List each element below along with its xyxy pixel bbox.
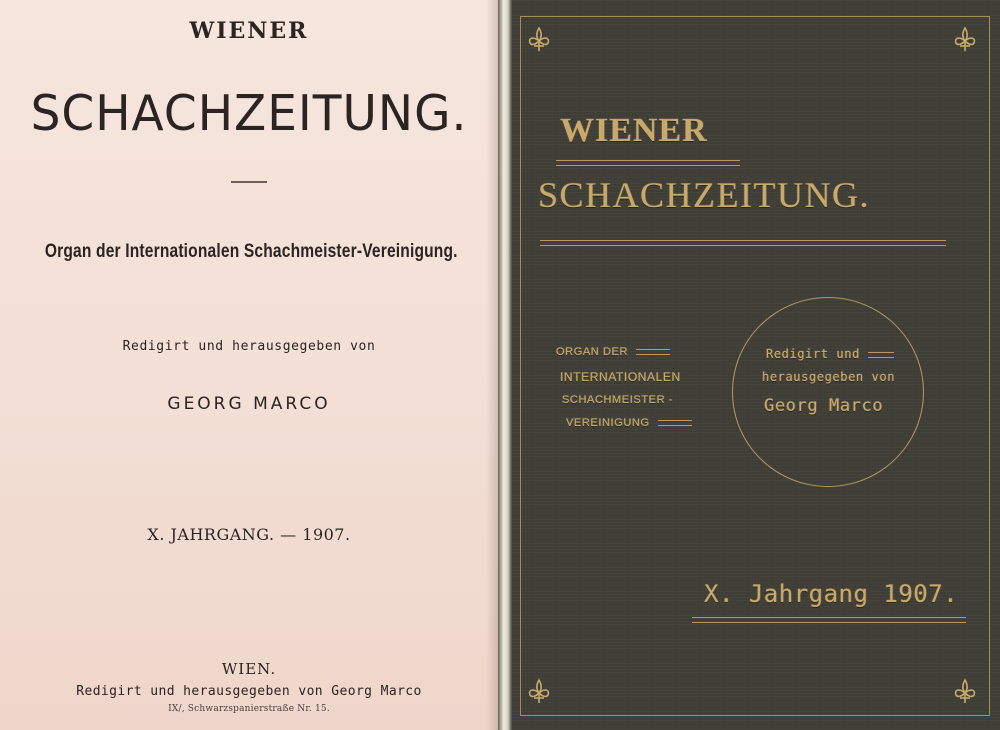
fleur-de-lis-icon <box>522 22 556 56</box>
cover-redigirt-text-2: herausgegeben von <box>762 370 896 384</box>
cover-editor: Georg Marco <box>764 396 884 416</box>
cover-organ-text-3: SCHACHMEISTER - <box>562 394 674 406</box>
cover-organ-line-4 <box>566 417 692 429</box>
cover-organ-text-2: INTERNATIONALEN <box>560 370 681 384</box>
title-page-jahrgang: X. JAHRGANG. — 1907. <box>147 525 351 544</box>
cover-wiener-rule <box>556 160 740 166</box>
cover-circle <box>732 297 924 487</box>
title-page-editor: GEORG MARCO <box>167 394 331 414</box>
title-page-footer: Redigirt und herausgegeben von Georg Marco <box>76 684 422 699</box>
fleur-de-lis-icon <box>948 22 982 56</box>
book-cover <box>512 0 1000 730</box>
cover-redigirt-line <box>766 347 894 361</box>
cover-dash <box>658 420 692 426</box>
cover-jahrgang-rule <box>692 617 966 623</box>
title-page-redigirt: Redigirt und herausgegeben von <box>122 339 376 354</box>
title-page-divider <box>231 181 267 183</box>
title-page-wiener: WIENER <box>189 18 309 44</box>
cover-wiener: WIENER <box>560 112 708 149</box>
cover-organ-line <box>556 346 670 358</box>
cover-organ-text-4: VEREINIGUNG <box>566 417 650 429</box>
fleur-de-lis-icon <box>948 674 982 708</box>
cover-dash <box>636 349 670 355</box>
title-page <box>0 0 498 730</box>
cover-organ-text-1: ORGAN DER <box>556 346 629 358</box>
cover-title-rule <box>540 240 946 246</box>
cover-title: SCHACHZEITUNG. <box>538 175 870 215</box>
title-page-organ: Organ der Internationalen Schachmeister-Vereinigung. <box>44 241 458 262</box>
cover-dash <box>868 352 894 358</box>
title-page-place: WIEN. <box>221 660 277 678</box>
book-gutter <box>498 0 512 730</box>
cover-jahrgang: X. Jahrgang 1907. <box>704 580 959 608</box>
title-page-address: IX/, Schwarzspanierstraße Nr. 15. <box>168 704 330 714</box>
title-page-title: SCHACHZEITUNG. <box>30 84 468 143</box>
fleur-de-lis-icon <box>522 674 556 708</box>
cover-redigirt-text-1: Redigirt und <box>766 347 860 361</box>
